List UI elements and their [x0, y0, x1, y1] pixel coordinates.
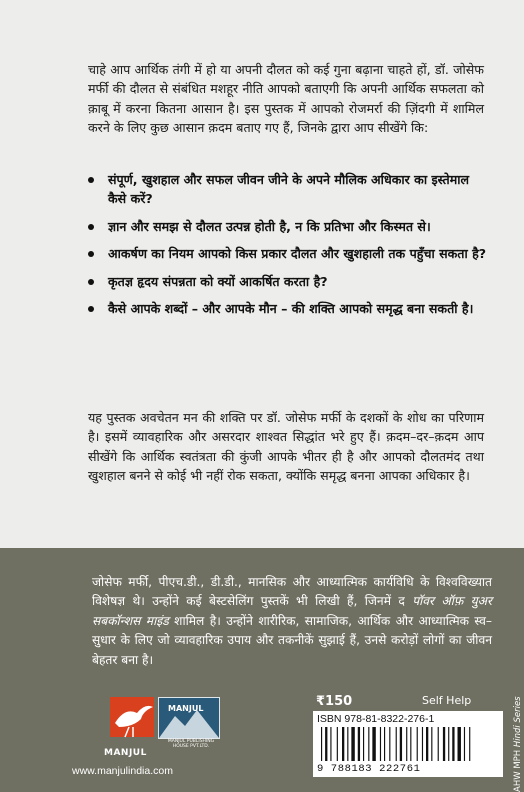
bullet-item [88, 170, 488, 209]
bullet-dot-icon [88, 251, 94, 257]
barcode-block [313, 711, 503, 777]
book-title: पॉवर ऑफ़ युअर सबकॉन्शस माइंड [92, 594, 492, 628]
bullet-item [88, 299, 488, 318]
publisher-logo-text: MANJUL [104, 748, 147, 758]
bullet-item [88, 272, 488, 291]
bullet-item [88, 217, 488, 236]
bullet-dot-icon [88, 224, 94, 230]
bullet-item [88, 244, 488, 263]
benefit-list [88, 170, 488, 326]
series-name: Hindi Series [513, 696, 523, 748]
author-bio-text: जोसेफ मर्फी, पीएच.डी., डी.डी., मानसिक और आध्यात्मिक कार्यविधि के विश्वविख्यात विशेषज्ञ थे। उन्होंने कई बेस्टसेलिंग पुस्तकें भी लिखी हैं, जिनमें द [92, 575, 492, 609]
series-label [513, 696, 523, 792]
website-url[interactable]: www.manjulindia.com [72, 765, 173, 777]
bullet-text: संपूर्ण, खुशहाल और सफल जीवन जीने के अपने मौलिक अधिकार का इस्तेमाल कैसे करें? [108, 172, 470, 207]
isbn: ISBN 978-81-8322-276-1 [317, 713, 435, 725]
bullet-dot-icon [88, 306, 94, 312]
barcode-icon [317, 727, 499, 763]
author-bio-text-end: शामिल है। उन्होंने शारीरिक, सामाजिक, आर्थिक और आध्यात्मिक स्व–सुधार के लिए जो व्यावहारिक उपाय और तकनीकें सुझाई हैं, उनसे करोड़ों लोगों का जीवन बेहतर बना है। [92, 613, 493, 667]
bullet-dot-icon [88, 177, 94, 183]
bullet-text: आकर्षण का नियम आपको किस प्रकार दौलत और खुशहाली तक पहुँचा सकता है? [108, 246, 487, 262]
author-bio [92, 573, 492, 670]
bullet-text: कृतज्ञ हृदय संपन्नता को क्यों आकर्षित करता है? [108, 273, 328, 289]
barcode-number: 9 788183 222761 [317, 763, 421, 775]
series-prefix: AHW MPH [513, 747, 523, 792]
intro-paragraph: चाहे आप आर्थिक तंगी में हो या अपनी दौलत को कई गुना बढ़ाना चाहते हों, डॉ. जोसेफ मर्फी की दौलत से संबंधित मशहूर नीति आपको बताएगी कि अपनी आर्थिक सफलता को क़ाबू में करना कितना आसान है। इस पुस्तक में आपको रोजमर्रा की ज़िंदगी में शामिल करने के लिए कुछ आसान क़दम बताए गए हैं, जिनके द्वारा आप सीखेंगे कि: [88, 62, 484, 136]
manjul-crane-logo-icon [107, 693, 157, 747]
publisher-badge-subtitle: MANJUL PUBLISHING HOUSE PVT.LTD. [167, 739, 215, 749]
category-label: Self Help [422, 694, 472, 707]
publisher-badge-text: MANJUL [168, 704, 204, 713]
summary-paragraph: यह पुस्तक अवचेतन मन की शक्ति पर डॉ. जोसेफ मर्फी के दशकों के शोध का परिणाम है। इसमें व्यावहारिक और असरदार शाश्वत सिद्धांत भरे हुए हैं। क़दम–दर–क़दम आप सीखेंगे कि आर्थिक स्वतंत्रता की कुंजी आपके भीतर ही है और आपको दौलतमंद तथा खुशहाल बनने से कोई भी नहीं रोक सकता, क्योंकि समृद्ध बनना आपका अधिकार है। [88, 410, 484, 484]
bullet-text: ज्ञान और समझ से दौलत उत्पन्न होती है, न कि प्रतिभा और किस्मत से। [108, 218, 431, 234]
bullet-dot-icon [88, 279, 94, 285]
price: ₹150 [316, 694, 353, 709]
bullet-text: कैसे आपके शब्दों – और आपके मौन – की शक्ति आपको समृद्ध बना सकती है। [108, 301, 474, 317]
